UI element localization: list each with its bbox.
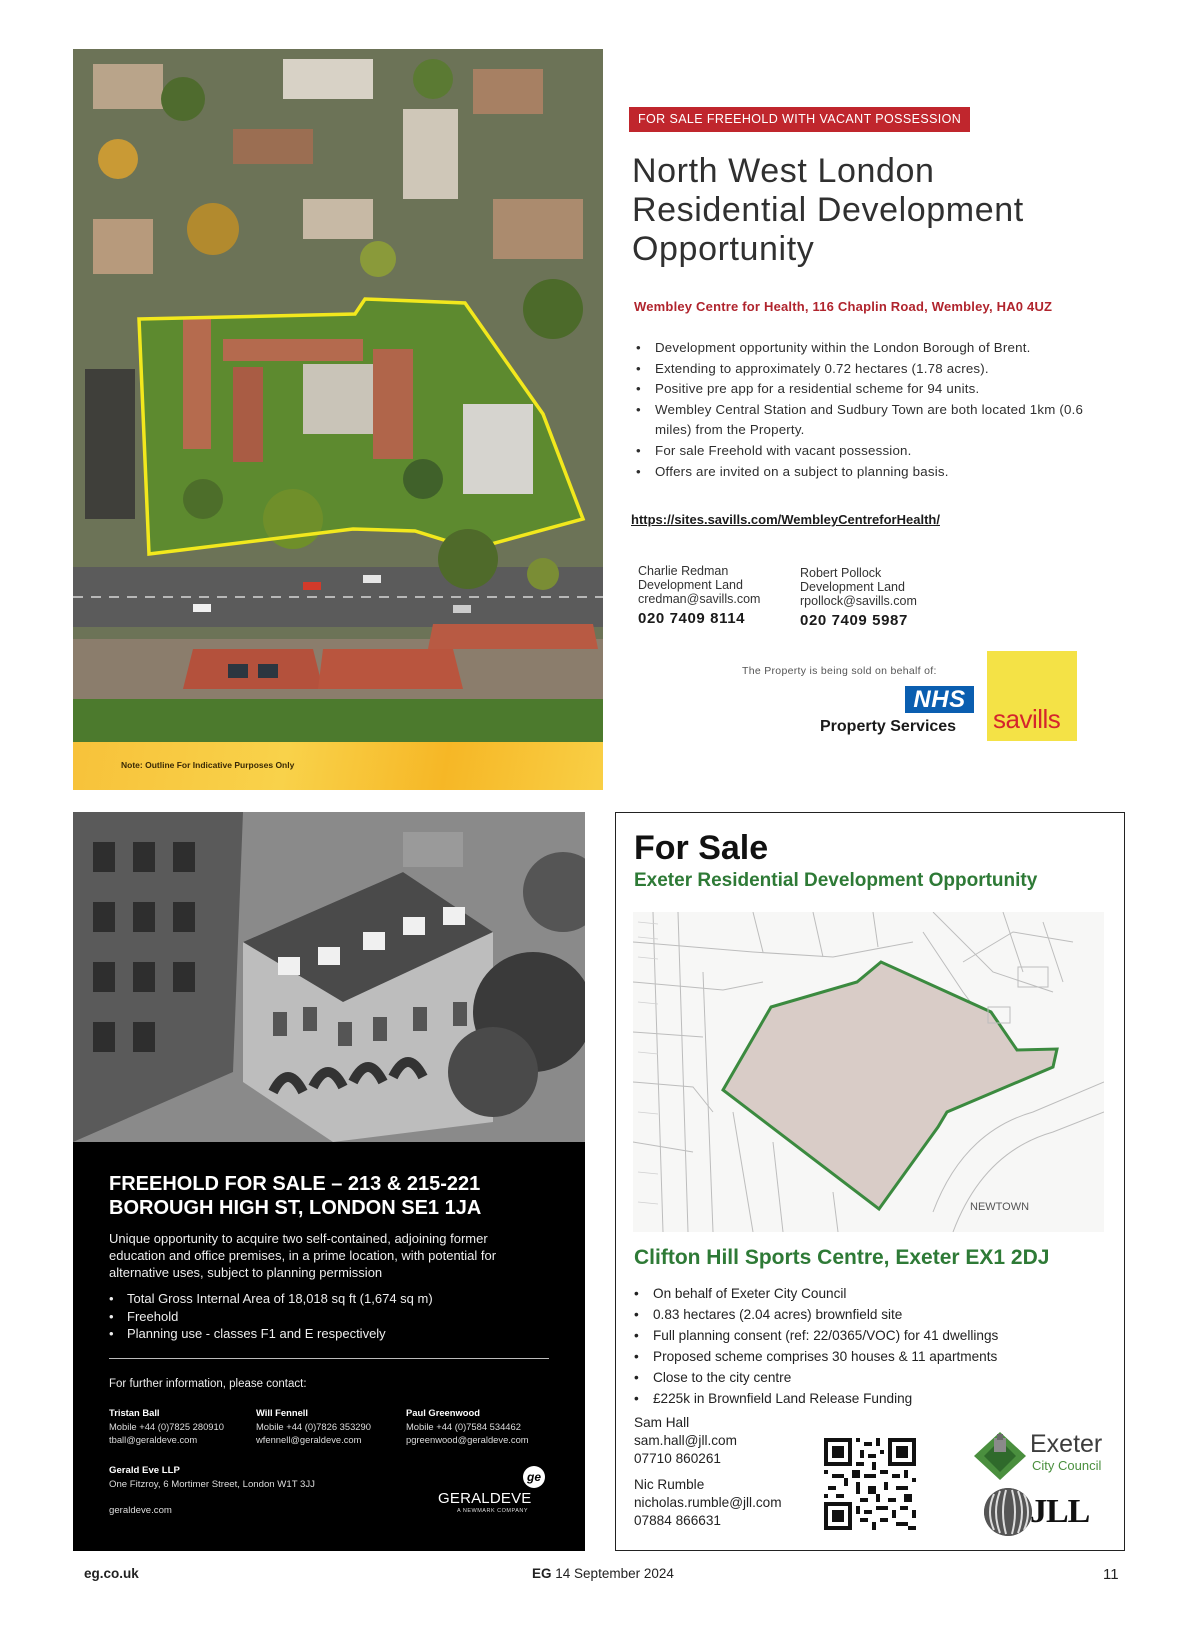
contact-name: Robert Pollock	[800, 566, 882, 580]
ad-subheading: Exeter Residential Development Opportunity	[634, 870, 1038, 891]
contact-email[interactable]: sam.hall@jll.com	[634, 1433, 737, 1448]
geraldeve-logo: GERALDEVE	[438, 1490, 532, 1507]
property-address: Wembley Centre for Health, 116 Chaplin Road, Wembley, HA0 4UZ	[634, 299, 1053, 314]
sale-tag: FOR SALE FREEHOLD WITH VACANT POSSESSION	[629, 107, 970, 132]
footer-site[interactable]: eg.co.uk	[84, 1566, 139, 1581]
exeter-logo-text: Exeter	[1030, 1430, 1103, 1458]
contact-email[interactable]: wfennell@geraldeve.com	[256, 1434, 362, 1445]
list-item: • Planning use - classes F1 and E respectively	[109, 1325, 433, 1343]
contact-name: Sam Hall	[634, 1415, 690, 1430]
contact-card	[638, 564, 760, 626]
contact-card	[634, 1414, 737, 1468]
contact-card	[406, 1406, 529, 1447]
behalf-text: The Property is being sold on behalf of:	[742, 665, 937, 677]
jll-logo-mark	[984, 1488, 1032, 1536]
contact-name: Nic Rumble	[634, 1477, 705, 1492]
qr-code[interactable]	[824, 1438, 916, 1530]
firm-name: Gerald Eve LLP	[109, 1465, 180, 1476]
divider	[109, 1358, 549, 1359]
site-plan-map	[633, 912, 1104, 1232]
list-item: • On behalf of Exeter City Council	[634, 1283, 998, 1304]
site-address: Clifton Hill Sports Centre, Exeter EX1 2DJ	[634, 1246, 1050, 1269]
contact-mobile[interactable]: Mobile +44 (0)7584 534462	[406, 1420, 521, 1432]
contact-name: Tristan Ball	[109, 1407, 160, 1418]
list-item: • Development opportunity within the London Borough of Brent.	[634, 338, 1104, 359]
feature-list	[634, 338, 1104, 482]
footer-date: 14 September 2024	[555, 1566, 674, 1581]
nhs-logo-subtitle: Property Services	[820, 718, 957, 735]
listing-title	[632, 152, 1102, 269]
contact-email[interactable]: credman@savills.com	[638, 592, 761, 606]
contact-name: Will Fennell	[256, 1407, 309, 1418]
listing-title	[109, 1172, 481, 1220]
firm-address: One Fitzroy, 6 Mortimer Street, London W1T 3JJ	[109, 1479, 315, 1490]
listing-link[interactable]: https://sites.savills.com/WembleyCentreforHealth/	[631, 512, 940, 527]
ad-heading: For Sale	[634, 829, 769, 867]
contact-email[interactable]: tball@geraldeve.com	[109, 1434, 198, 1445]
photo-note: Note: Outline For Indicative Purposes Only	[121, 760, 295, 770]
feature-list	[109, 1290, 433, 1343]
contact-email[interactable]: nicholas.rumble@jll.com	[634, 1495, 782, 1510]
building-photo	[73, 812, 585, 1142]
contact-mobile[interactable]: Mobile +44 (0)7825 280910	[109, 1420, 224, 1432]
contact-phone[interactable]: 020 7409 8114	[638, 610, 746, 627]
page-number: 11	[1103, 1566, 1119, 1583]
exeter-logo-subtitle: City Council	[1032, 1458, 1102, 1473]
list-item: • £225k in Brownfield Land Release Funding	[634, 1388, 998, 1409]
title-line: Residential Development	[632, 191, 1024, 229]
geraldeve-ad-panel	[73, 1142, 585, 1551]
savills-logo	[987, 651, 1077, 741]
contact-card	[256, 1406, 371, 1447]
savills-logo-text: savills	[993, 704, 1061, 734]
contact-mobile[interactable]: Mobile +44 (0)7826 353290	[256, 1420, 371, 1432]
firm-website[interactable]: geraldeve.com	[109, 1505, 172, 1516]
nhs-logo: NHS	[905, 686, 974, 713]
list-item: • Freehold	[109, 1308, 433, 1326]
aerial-site-photo	[73, 49, 603, 742]
jll-ad-panel	[615, 812, 1125, 1551]
title-line: BOROUGH HIGH ST, LONDON SE1 1JA	[109, 1197, 482, 1219]
map-label: NEWTOWN	[970, 1201, 1030, 1213]
list-item: • Offers are invited on a subject to planning basis.	[634, 462, 1104, 483]
list-item: • Wembley Central Station and Sudbury Town are both located 1km (0.6 miles) from the Property.	[634, 400, 1104, 441]
listing-intro: Unique opportunity to acquire two self-contained, adjoining former education and office premises, in a prime location, with potential for alternative uses, subject to planning permission	[109, 1231, 497, 1280]
contact-role: Development Land	[800, 580, 905, 594]
contact-name: Paul Greenwood	[406, 1407, 480, 1418]
title-line: FREEHOLD FOR SALE – 213 & 215-221	[109, 1173, 481, 1195]
contact-email[interactable]: pgreenwood@geraldeve.com	[406, 1434, 529, 1445]
contact-email[interactable]: rpollock@savills.com	[800, 594, 917, 608]
title-line: North West London	[632, 152, 935, 190]
list-item: • Extending to approximately 0.72 hectares (1.78 acres).	[634, 359, 1104, 380]
contact-card	[800, 566, 917, 628]
photo-note-band	[73, 742, 603, 790]
footer-brand: EG	[532, 1566, 552, 1581]
contact-phone[interactable]: 020 7409 5987	[800, 612, 908, 629]
contact-intro: For further information, please contact:	[109, 1378, 307, 1390]
feature-list	[634, 1283, 998, 1409]
title-line: Opportunity	[632, 230, 815, 268]
list-item: • Close to the city centre	[634, 1367, 998, 1388]
list-item: • Proposed scheme comprises 30 houses & 11 apartments	[634, 1346, 998, 1367]
list-item: • Positive pre app for a residential scheme for 94 units.	[634, 379, 1104, 400]
footer-issue	[532, 1566, 674, 1581]
contact-card	[109, 1406, 224, 1447]
contact-role: Development Land	[638, 578, 743, 592]
geraldeve-logo-mark: ge	[523, 1466, 545, 1488]
list-item: • Full planning consent (ref: 22/0365/VOC) for 41 dwellings	[634, 1325, 998, 1346]
geraldeve-logo-subtitle: A NEWMARK COMPANY	[457, 1508, 529, 1514]
jll-logo: JLL	[1030, 1493, 1090, 1530]
contact-name: Charlie Redman	[638, 564, 729, 578]
contact-phone[interactable]: 07710 860261	[634, 1451, 721, 1466]
list-item: • 0.83 hectares (2.04 acres) brownfield site	[634, 1304, 998, 1325]
firm-block	[109, 1464, 315, 1492]
list-item: • Total Gross Internal Area of 18,018 sq ft (1,674 sq m)	[109, 1290, 433, 1308]
contact-card	[634, 1476, 782, 1530]
contact-phone[interactable]: 07884 866631	[634, 1513, 721, 1528]
list-item: • For sale Freehold with vacant possession.	[634, 441, 1104, 462]
